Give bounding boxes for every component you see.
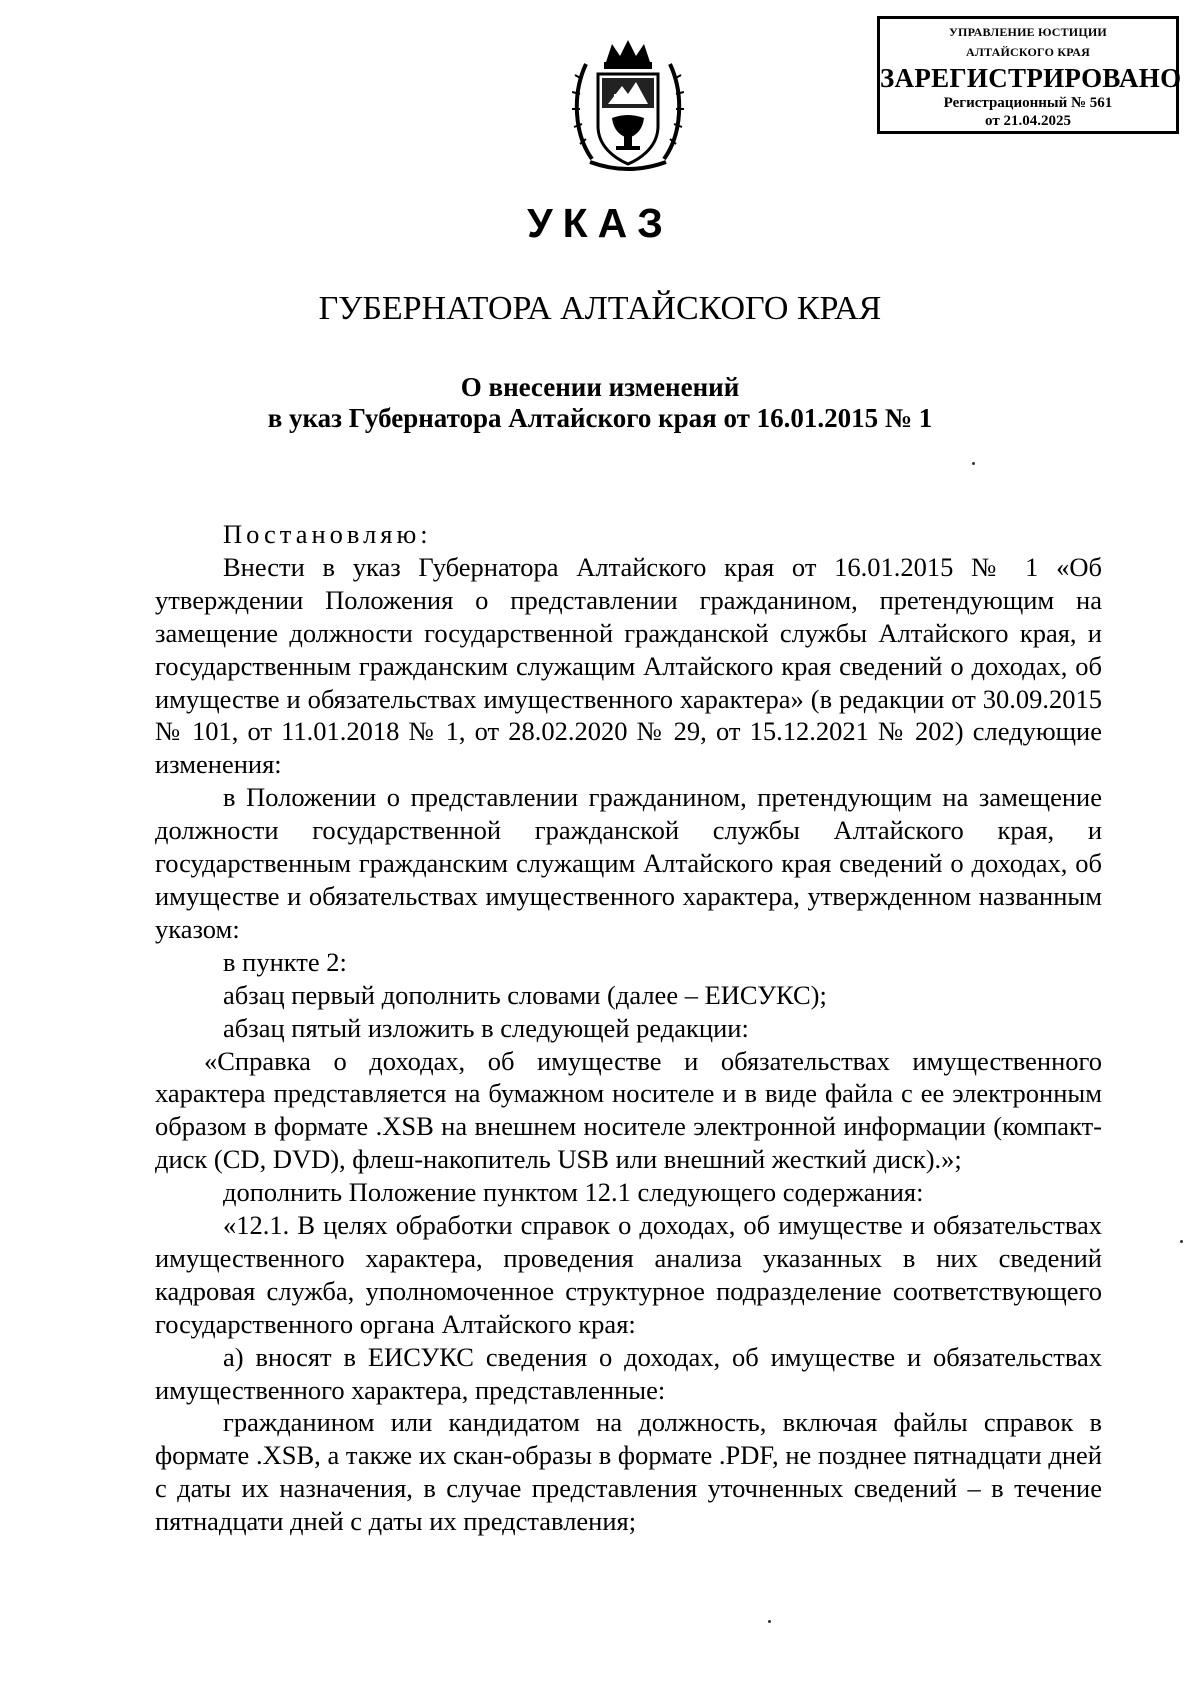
paragraph: абзац пятый изложить в следующей редакции: (223, 1012, 749, 1043)
scan-speck (1180, 1240, 1183, 1243)
coat-of-arms-altai-krai-icon (572, 34, 684, 174)
stamp-date: от 21.04.2025 (985, 113, 1071, 129)
paragraph: дополнить Положение пунктом 12.1 следующего содержания: (223, 1177, 924, 1208)
paragraph: Внести в указ Губернатора Алтайского края от 16.01.2015 № 1 «Об утверждении Положения о представлении гражданином, претендующим на замещение должности государственной гражданской службы Алтайского края, и государственным гражданским служащим Алтайского края сведений о доходах, об имуществе и обязательствах имущественного характера» (в редакции от 30.09.2015 № 101, от 11.01.2018 № 1, от 28.02.2020 № 29, от 15.12.2021 № 202) следующие изменения: (155, 551, 1102, 780)
heading-line-1: О внесении изменений (460, 372, 740, 402)
registration-stamp (877, 16, 1182, 134)
scan-speck (972, 462, 975, 465)
paragraph: «Справка о доходах, об имуществе и обязательствах имущественного характера представляется на бумажном носителе и в виде файла с ее электронным образом в формате .XSB на внешнем носителе электронной информации (компакт-диск (CD, DVD), флеш-накопитель USB или внешний жесткий диск).»; (155, 1045, 1102, 1175)
stamp-department-line1: УПРАВЛЕНИЕ ЮСТИЦИИ (949, 25, 1107, 39)
document-title: УКАЗ (527, 200, 673, 246)
paragraph: «12.1. В целях обработки справок о доходах, об имуществе и обязательствах имущественного характера, проведения анализа указанных в них сведений кадровая служба, уполномоченное структурное подразделение соответствующего государственного органа Алтайского края: (155, 1210, 1102, 1339)
document-heading (0, 372, 1200, 434)
stamp-status: ЗАРЕГИСТРИРОВАНО (880, 63, 1182, 93)
stamp-department-line2: АЛТАЙСКОГО КРАЯ (966, 45, 1090, 59)
document-body (155, 518, 1102, 1538)
paragraph: в Положении о представлении гражданином, претендующим на замещение должности государственной гражданской службы Алтайского края, и государственным гражданским служащим Алтайского края сведений о доходах, об имуществе и обязательствах имущественного характера, утвержденном названным указом: (155, 782, 1102, 944)
paragraph: абзац первый дополнить словами (далее – ЕИСУКС); (223, 979, 827, 1010)
heading-line-2: в указ Губернатора Алтайского края от 16.01.2015 № 1 (267, 403, 933, 433)
paragraph: а) вносят в ЕИСУКС сведения о доходах, об имуществе и обязательствах имущественного характера, представленные: (155, 1341, 1102, 1405)
paragraph: гражданином или кандидатом на должность, включая файлы справок в формате .XSB, а также их скан-образы в формате .PDF, не позднее пятнадцати дней с даты их назначения, в случае представления уточненных сведений – в течение пятнадцати дней с даты их представления; (155, 1407, 1102, 1537)
decree-word: Постановляю: (223, 519, 432, 549)
paragraph: в пункте 2: (223, 946, 347, 977)
document-issuer: ГУБЕРНАТОРА АЛТАЙСКОГО КРАЯ (318, 290, 882, 327)
scan-speck (768, 1620, 771, 1623)
stamp-registration-number: Регистрационный № 561 (943, 95, 1113, 111)
